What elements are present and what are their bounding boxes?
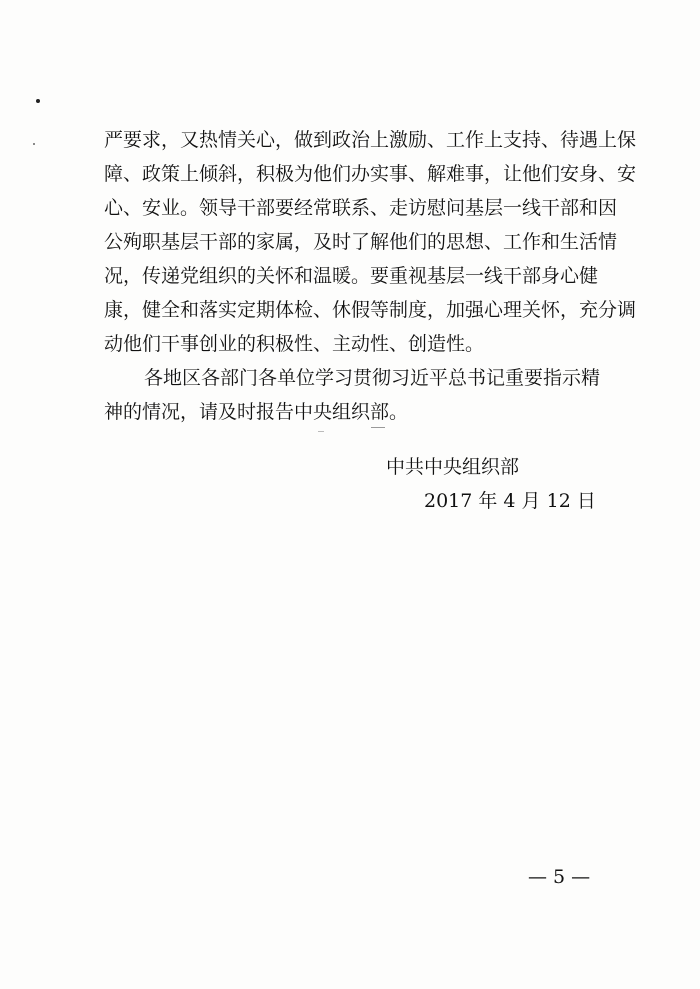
scan-mark [371, 427, 385, 428]
scan-speck [36, 99, 40, 103]
body-line: 障、政策上倾斜，积极为他们办实事、解难事，让他们安身、安 [104, 163, 637, 185]
body-line: 神的情况，请及时报告中央组织部。 [104, 401, 409, 423]
scan-mark [318, 431, 324, 432]
body-line: 各地区各部门各单位学习贯彻习近平总书记重要指示精 [144, 367, 601, 389]
signature-org: 中共中央组织部 [386, 456, 520, 478]
body-line: 心、安业。领导干部要经常联系、走访慰问基层一线干部和因 [104, 197, 618, 219]
body-line: 严要求，又热情关心，做到政治上激励、工作上支持、待遇上保 [104, 129, 637, 151]
body-line: 动他们干事创业的积极性、主动性、创造性。 [104, 333, 485, 355]
body-line: 公殉职基层干部的家属，及时了解他们的思想、工作和生活情 [104, 231, 618, 253]
signature-date: 2017 年 4 月 12 日 [424, 490, 596, 512]
page-number: — 5 — [528, 866, 591, 888]
body-line: 况，传递党组织的关怀和温暖。要重视基层一线干部身心健 [104, 265, 599, 287]
scan-speck [33, 143, 35, 145]
body-line: 康，健全和落实定期体检、休假等制度，加强心理关怀，充分调 [104, 299, 637, 321]
